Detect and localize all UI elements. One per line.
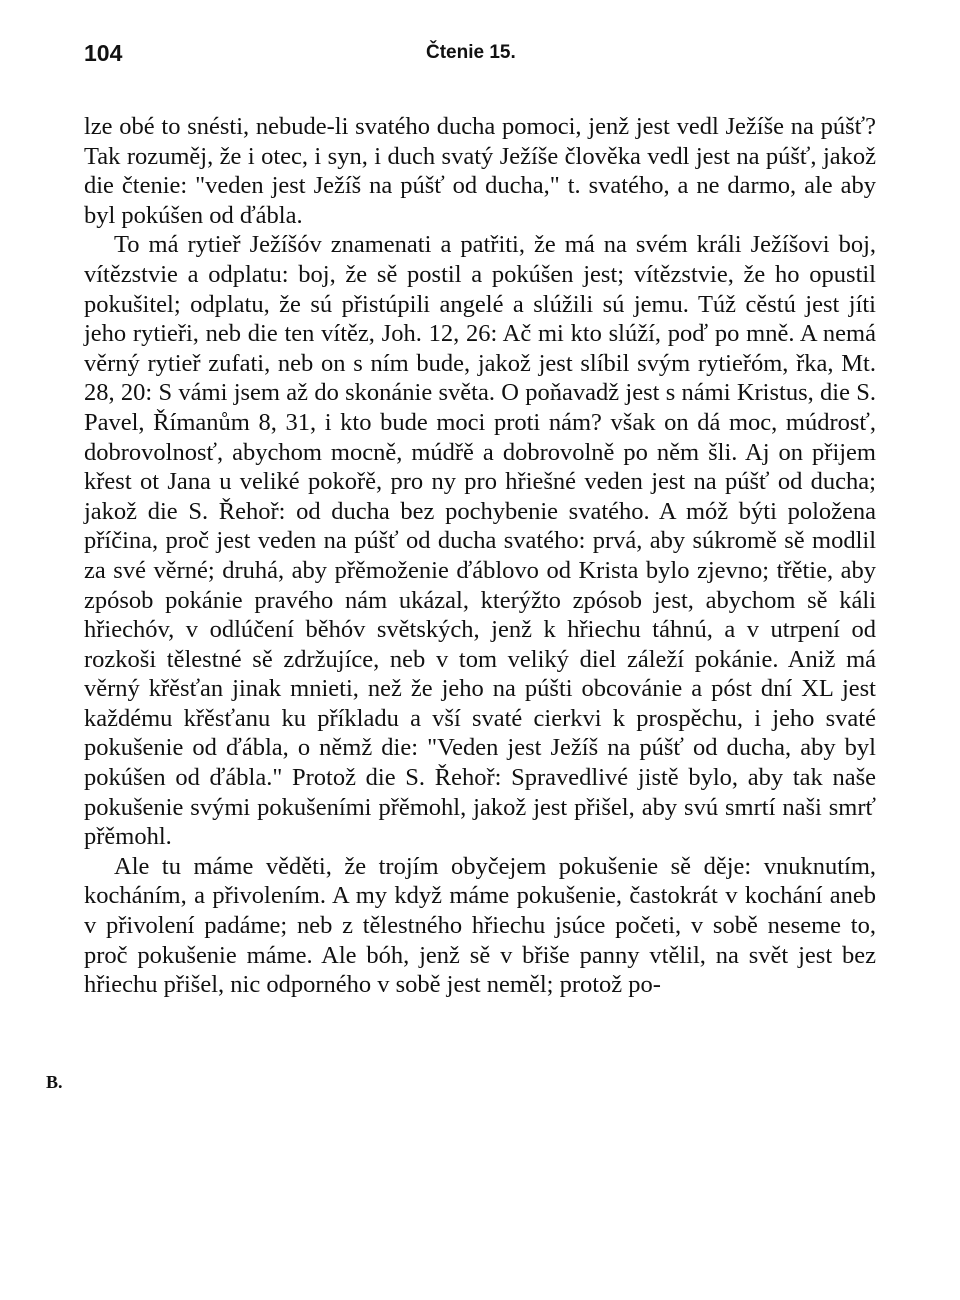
margin-note: B. [46,1072,63,1092]
page-number: 104 [84,40,123,66]
page-header [84,40,876,80]
running-title: Čtenie 15. [426,42,516,63]
body-text [84,112,876,1000]
paragraph-continued: lze obé to snésti, nebude-li svatého ducha pomoci, jenž jest vedl Ježíše na púšť? Tak rozuměj, že i otec, i syn, i duch svatý Ježíše člověka vedl jest na púšť, jakož die čtenie: "veden jest Ježíš na púšť od ducha," t. svatého, a ne darmo, ale aby byl pokúšen od ďábla. [84,113,876,229]
paragraph: To má rytieř Ježíšóv znamenati a patřiti, že má na svém králi Ježíšovi boj, vítězstvie a odplatu: boj, že sě postil a pokúšen jest; vítězstvie, že ho opustil pokušitel; odplatu, že sú přistúpili angelé a slúžili sú jemu. Túž cěstú jest jíti jeho rytieři, neb die ten vítěz, Joh. 12, 26: Ač mi kto slúží, poď po mně. A nemá věrný rytieř zufati, neb on s ním bude, jakož jest slíbil svým rytieřóm, řka, Mt. 28, 20: S vámi jsem až do skonánie světa. O poňavadž jest s námi Kristus, die S. Pavel, Římanům 8, 31, i kto bude moci proti nám? však on dá moc, múdrosť, dobrovolnosť, abychom mocně, múdřě a dobrovolně po něm šli. Aj on přijem křest ot Jana u veliké pokořě, pro ny pro hřiešné veden jest na púšť od ducha; jakož die S. Řehoř: od ducha bez pochybenie svatého. A móž býti položena příčina, proč jest veden na púšť od ducha svatého: prvá, aby súkromě sě modlil za své věrné; druhá, aby přěmoženie ďáblovo od Krista bylo zjevno; třětie, aby zpósob pokánie pravého nám ukázal, kterýžto zpósob jest, abychom sě káli hřiechóv, v odlúčení běhóv světských, jenž k hřiechu táhnú, a v utrpení od rozkoši tělestné sě zdržujíce, neb v tom veliký diel záleží pokánie. Aniž má věrný křěsťan jinak mnieti, než že jeho na púšti obcovánie a póst dní XL jest každému křěsťanu ku příkladu a vší svaté cierkvi k prospěchu, i jeho svaté pokušenie od ďábla, o němž die: "Veden jest Ježíš na púšť od ducha, aby byl pokúšen od ďábla." Protož die S. Řehoř: Spravedlivé jistě bylo, aby tak naše pokušenie svými pokušeními přěmohl, jakož jest přišel, aby svú smrtí naši smrť přěmohl. [84,231,876,851]
paragraph: Ale tu máme věděti, že trojím obyčejem pokušenie sě děje: vnuknutím, kocháním, a přivolením. A my když máme pokušenie, častokrát v kochání aneb v přivolení padáme; neb z tělestného hřiechu jsúce početi, v sobě neseme to, proč pokušenie máme. Ale bóh, jenž sě v břiše panny vtělil, na svět jest bez hřiechu přišel, nic odporného v sobě jest neměl; protož po- [84,852,876,999]
